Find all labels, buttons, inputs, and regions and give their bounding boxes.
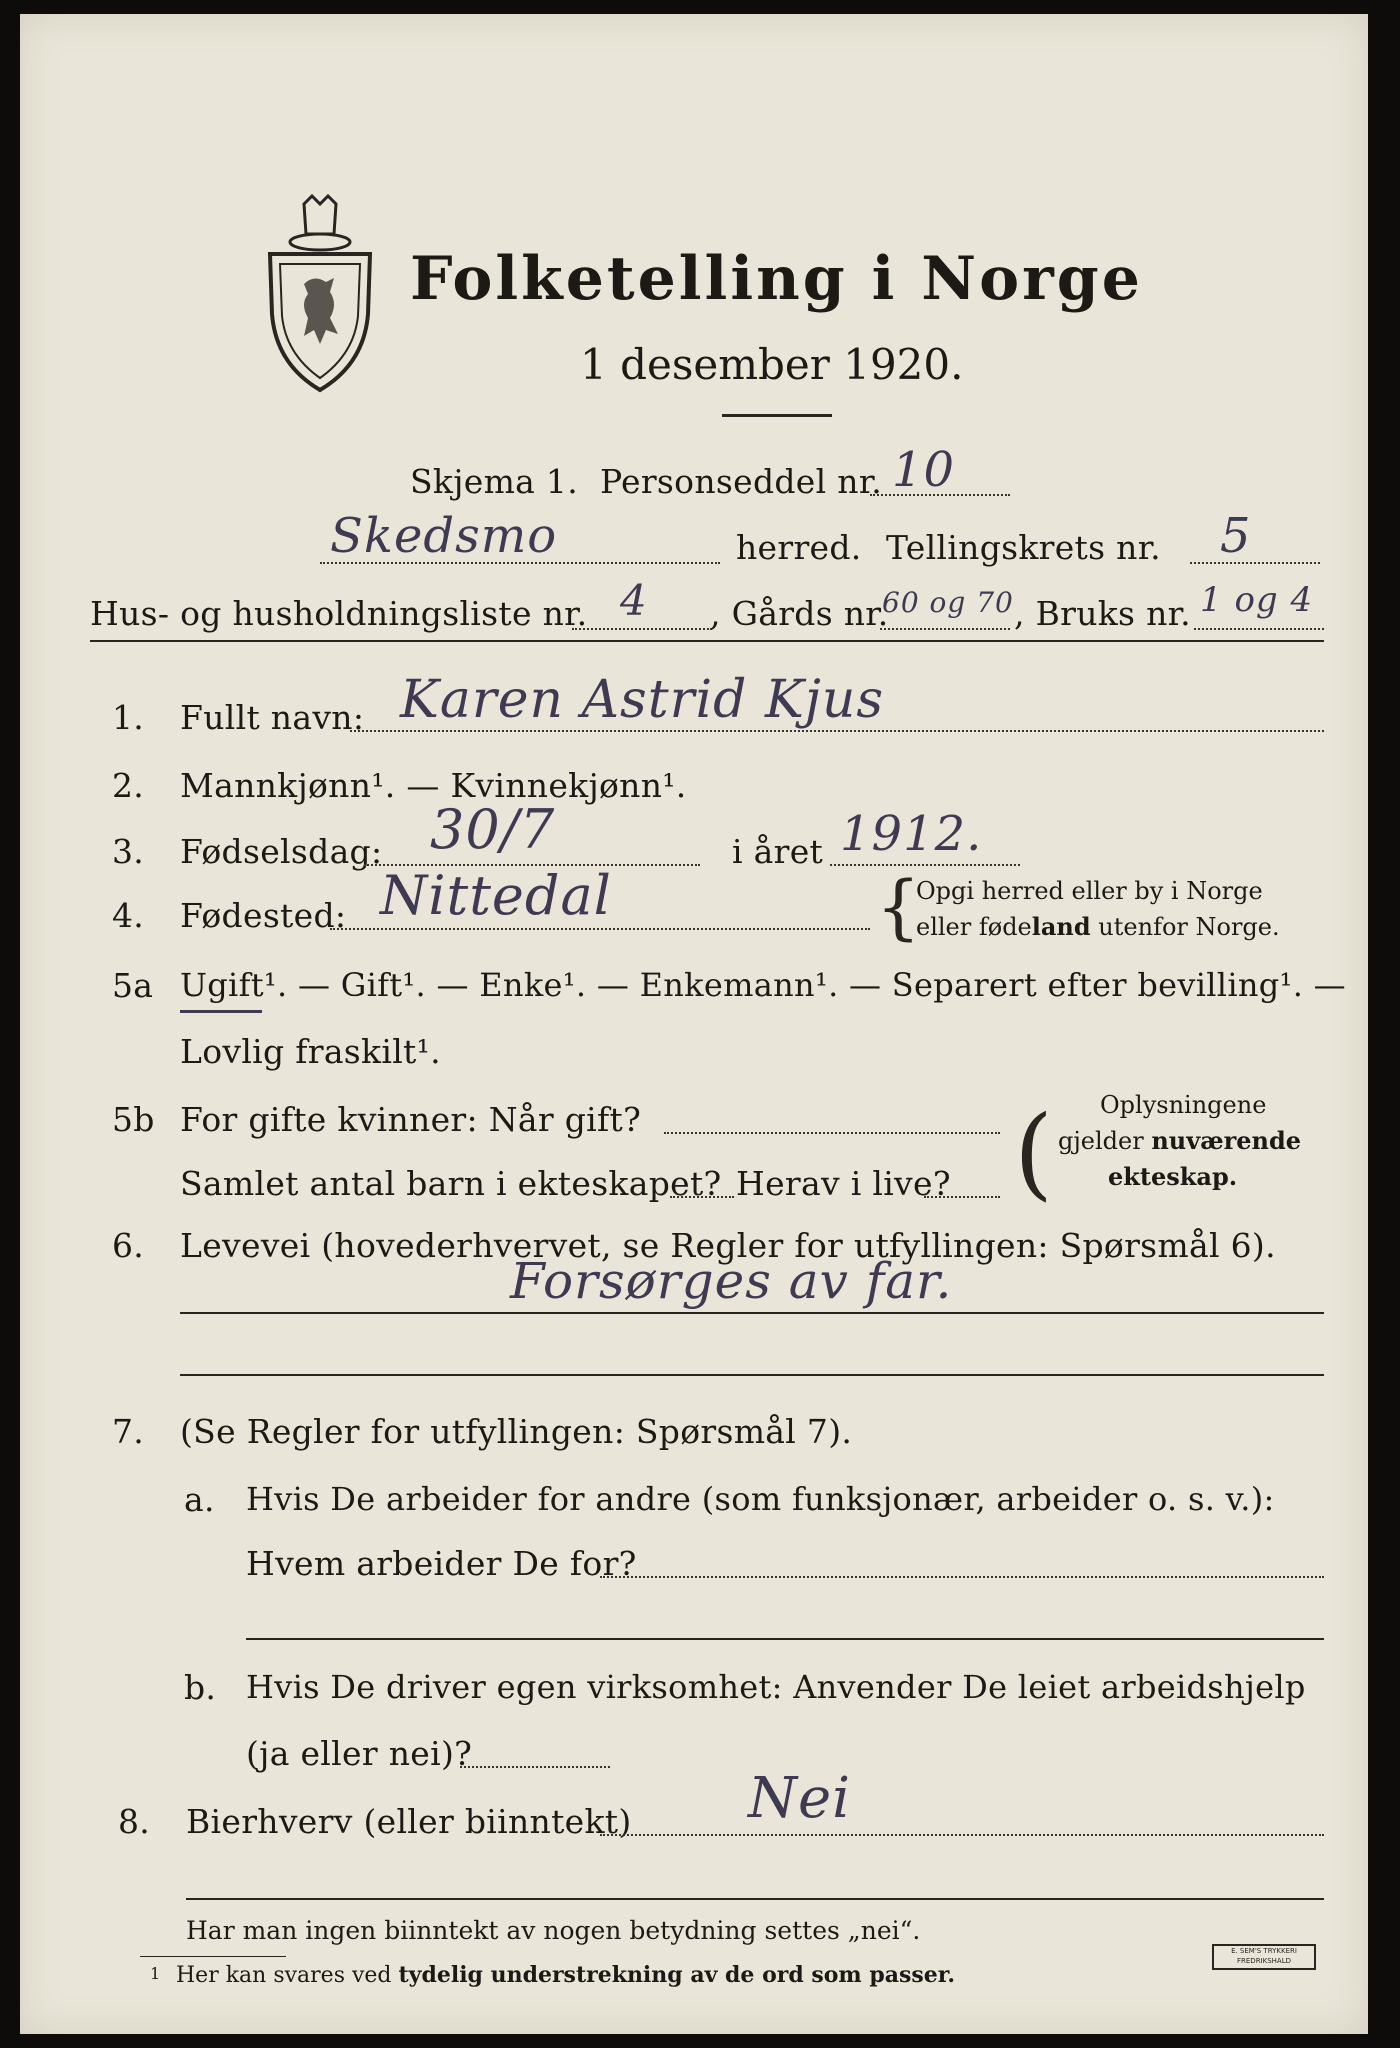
q5b-alive-label: Herav i live? xyxy=(736,1164,951,1203)
employer-dotline xyxy=(600,1576,1324,1578)
tellingskrets-value[interactable]: 5 xyxy=(1220,508,1252,564)
personseddel-label: Personseddel nr. xyxy=(600,462,883,501)
q4-number: 4. xyxy=(112,896,145,935)
q5a-number: 5a xyxy=(112,966,154,1005)
q4-bracket: { xyxy=(876,866,921,948)
birthplace-dotline xyxy=(330,928,870,930)
coat-of-arms-icon xyxy=(264,194,376,394)
ugift-underline xyxy=(180,1010,262,1013)
bruks-dotline xyxy=(1194,628,1324,630)
q5b-note-line1: Oplysningene xyxy=(1100,1091,1267,1119)
q1-dotline xyxy=(350,730,1324,732)
hired-help-dotline xyxy=(460,1766,610,1768)
q6-rule1 xyxy=(180,1312,1324,1314)
q5b-number: 5b xyxy=(112,1100,155,1139)
footnote-number: 1 xyxy=(150,1964,161,1983)
gender-options[interactable]: Mannkjønn¹. — Kvinnekjønn¹. xyxy=(180,766,687,805)
birthday-value[interactable]: 30/7 xyxy=(430,798,556,861)
q7a-letter: a. xyxy=(184,1480,215,1519)
q7-label: (Se Regler for utfyllingen: Spørsmål 7). xyxy=(180,1412,853,1451)
q6-rule2 xyxy=(180,1374,1324,1376)
q8-rule xyxy=(186,1898,1324,1900)
marital-status-options[interactable]: Ugift¹. — Gift¹. — Enke¹. — Enkemann¹. — Separert efter bevilling¹. — xyxy=(180,966,1346,1004)
q6-label: Levevei (hovederhvervet, se Regler for utfyllingen: Spørsmål 6). xyxy=(180,1226,1276,1265)
herred-value[interactable]: Skedsmo xyxy=(330,508,558,564)
q1-number: 1. xyxy=(112,698,145,737)
occupation-value[interactable]: Forsørges av far. xyxy=(510,1252,953,1310)
year-dotline xyxy=(830,864,1020,866)
q5b-note-line3: ekteskap. xyxy=(1108,1162,1238,1191)
side-income-dotline xyxy=(600,1834,1324,1836)
tellingskrets-label: Tellingskrets nr. xyxy=(886,528,1161,567)
q8-label: Bierhverv (eller biinntekt) xyxy=(186,1802,632,1841)
q5b-line1: For gifte kvinner: Når gift? xyxy=(180,1100,642,1139)
form-title: Folketelling i Norge xyxy=(410,244,1143,314)
q5b-note-line2: gjelder nuværende xyxy=(1058,1126,1302,1155)
title-divider xyxy=(722,414,832,417)
nei-note: Har man ingen biinntekt av nogen betydning settes „nei“. xyxy=(186,1916,921,1945)
alive-dotline xyxy=(924,1196,1000,1198)
q5b-children-label: Samlet antal barn i ekteskapet? xyxy=(180,1164,722,1203)
married-when-dotline xyxy=(664,1132,1000,1134)
q7b-line2: (ja eller nei)? xyxy=(246,1734,473,1773)
bruks-value[interactable]: 1 og 4 xyxy=(1200,580,1314,620)
birth-year-value[interactable]: 1912. xyxy=(840,806,983,862)
herred-label: herred. xyxy=(736,528,862,567)
children-dotline xyxy=(670,1196,734,1198)
gards-dotline xyxy=(880,628,1010,630)
q1-label: Fullt navn: xyxy=(180,698,365,737)
printer-mark: E. SEM'S TRYKKERI FREDRIKSHALD xyxy=(1212,1944,1316,1970)
tellingskrets-dotline xyxy=(1190,562,1320,564)
footnote-rule xyxy=(140,1956,286,1957)
hus-label: Hus- og husholdningsliste nr. xyxy=(90,594,588,633)
full-name-value[interactable]: Karen Astrid Kjus xyxy=(400,670,885,730)
q7a-rule xyxy=(246,1638,1324,1640)
q3-label: Fødselsdag: xyxy=(180,832,383,871)
q3-number: 3. xyxy=(112,832,145,871)
census-date: 1 desember 1920. xyxy=(580,340,964,389)
year-label: i året xyxy=(732,832,824,871)
census-form-sheet xyxy=(20,14,1368,2034)
q8-number: 8. xyxy=(118,1802,151,1841)
personseddel-value[interactable]: 10 xyxy=(892,442,956,498)
hus-dotline xyxy=(572,628,712,630)
q4-note-line2: eller fødeland utenfor Norge. xyxy=(916,912,1280,941)
marital-status-options-line2[interactable]: Lovlig fraskilt¹. xyxy=(180,1032,441,1071)
bruks-label: , Bruks nr. xyxy=(1014,594,1191,633)
gards-label: , Gårds nr. xyxy=(710,594,889,633)
q4-label: Fødested: xyxy=(180,896,347,935)
q4-note-line1: Opgi herred eller by i Norge xyxy=(916,877,1263,905)
side-income-value[interactable]: Nei xyxy=(748,1766,852,1831)
q6-number: 6. xyxy=(112,1226,145,1265)
hus-value[interactable]: 4 xyxy=(620,576,648,625)
q7a-line2: Hvem arbeider De for? xyxy=(246,1544,637,1583)
gards-value[interactable]: 60 og 70 xyxy=(882,586,1014,619)
q7-number: 7. xyxy=(112,1412,145,1451)
footnote-text: Her kan svares ved tydelig understrekning av de ord som passer. xyxy=(176,1962,956,1988)
q7b-letter: b. xyxy=(184,1668,217,1707)
q7b-line1: Hvis De driver egen virksomhet: Anvender De leiet arbeidshjelp xyxy=(246,1668,1306,1706)
q2-number: 2. xyxy=(112,766,145,805)
birthplace-value[interactable]: Nittedal xyxy=(380,864,612,927)
q7a-line1: Hvis De arbeider for andre (som funksjonær, arbeider o. s. v.): xyxy=(246,1480,1275,1518)
skjema-label: Skjema 1. xyxy=(410,462,579,501)
q5b-bracket: ( xyxy=(1014,1094,1054,1211)
header-rule xyxy=(90,640,1324,642)
